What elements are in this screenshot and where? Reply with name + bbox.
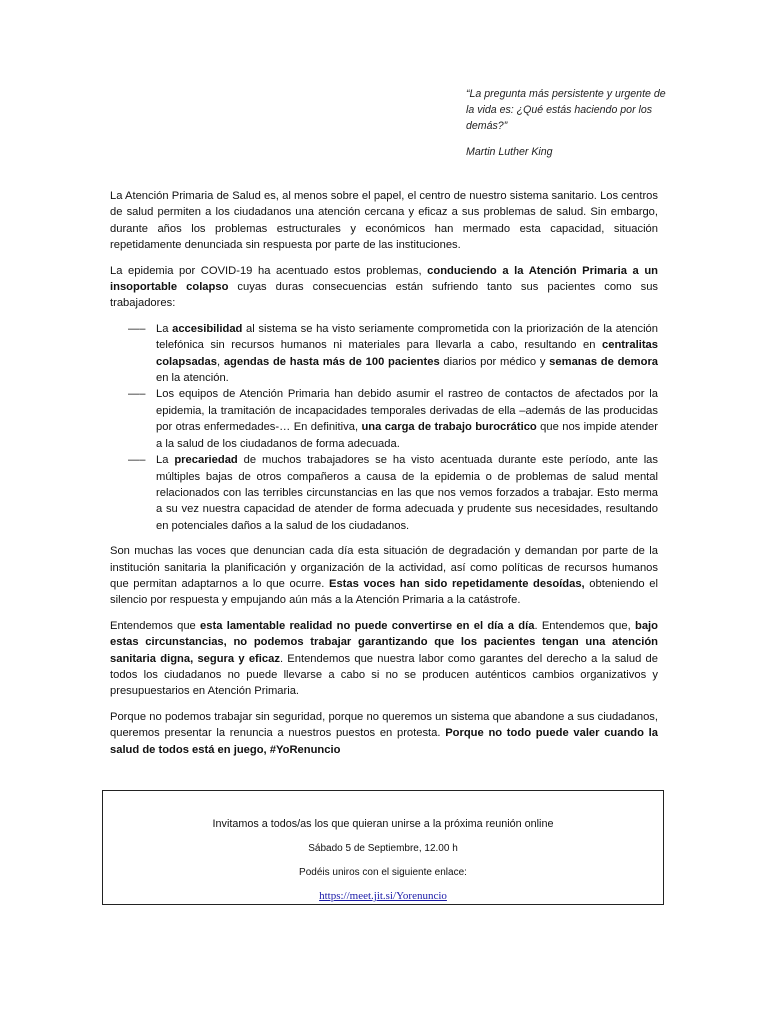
paragraph-voices [110, 543, 658, 609]
bold-run: una carga de trabajo burocrático [361, 421, 537, 434]
text-run: Entendemos que [110, 619, 201, 632]
paragraph-covid [110, 263, 658, 312]
paragraph-resignation [110, 709, 658, 758]
bold-run: esta lamentable realidad no puede convertirse en el día a día [200, 619, 535, 632]
bold-run: semanas de demora [549, 355, 659, 368]
list-item-bureaucracy [110, 386, 658, 452]
quote-author: Martin Luther King [466, 146, 553, 158]
epigraph-quote [466, 86, 676, 160]
link-intro: Podéis uniros con el siguiente enlace: [299, 867, 467, 878]
text-run: que nos impide atender a la salud de los ciudadanos de forma adecuada. [156, 421, 658, 450]
text-run: La epidemia por COVID-19 ha acentuado estos problemas, [110, 264, 428, 277]
bold-run: conduciendo a la Atención Primaria a un insoportable colapso [110, 264, 658, 294]
text-run: en la atención. [156, 372, 229, 385]
letter-body [110, 188, 658, 767]
quote-text: “La pregunta más persistente y urgente de la vida es: ¿Qué estás haciendo por los demás?” [466, 88, 666, 132]
meeting-date: Sábado 5 de Septiembre, 12.00 h [308, 843, 458, 854]
text-run: Son muchas las voces que denuncian cada día esta situación de degradación y demandan por parte de la institución sanitaria la planificación y organización de la actividad, así como políticas de recursos humanos que permitan adaptarnos a lo que ocurre. [110, 545, 658, 590]
list-item-accessibility [110, 321, 658, 387]
dash-bullet: —– [128, 454, 146, 467]
text-run: , [216, 355, 224, 368]
bold-run: centralitas colapsadas [156, 339, 658, 368]
list-item-precariousness [110, 452, 658, 534]
text-run: obteniendo el silencio por respuesta y empujando aún más a la Atención Primaria a la catástrofe. [110, 577, 658, 607]
paragraph-intro: La Atención Primaria de Salud es, al menos sobre el papel, el centro de nuestro sistema sanitario. Los centros de salud permiten a los ciudadanos una atención cercana y eficaz a sus problemas de salud. Sin embargo, durante años los problemas estructurales y económicos han mermado esta capacidad, situación repetidamente denunciada sin respuesta por parte de las instituciones. [110, 190, 658, 252]
bold-run: accesibilidad [172, 322, 243, 335]
text-run: Los equipos de Atención Primaria han debido asumir el rastreo de contactos de afectados por la epidemia, la tramitación de incapacidades temporales derivadas de ella –además de las producidas por otras enfermedades-… En definitiva, [156, 388, 658, 434]
problems-list [110, 321, 658, 534]
meeting-link[interactable]: https://meet.jit.si/Yorenuncio [319, 890, 447, 902]
paragraph-understanding [110, 618, 658, 700]
text-run: de muchos trabajadores se ha visto acentuada durante este período, ante las múltiples bajas de otros compañeros a causa de la epidemia o de problemas de salud mental relacionados con las terribles circunstancias en las que nos vemos forzados a trabajar. Esto merma a su vez nuestra capacidad de atender de forma adecuada y prudente sus necesidades, resultando en potenciales daños a la salud de los ciudadanos. [156, 454, 658, 532]
bold-run: agendas de hasta más de 100 pacientes [223, 355, 440, 368]
invitation-text: Invitamos a todos/as los que quieran unirse a la próxima reunión online [212, 818, 554, 830]
text-run: Porque no podemos trabajar sin seguridad, porque no queremos un sistema que abandone a sus ciudadanos, queremos presentar la renuncia a nuestros puestos en protesta. [110, 710, 658, 740]
text-run: cuyas duras consecuencias están sufriendo tanto sus pacientes como sus trabajadores: [110, 281, 659, 310]
invitation-box [102, 790, 664, 905]
text-run: La [156, 322, 173, 335]
dash-bullet: —– [128, 322, 146, 335]
text-run: . Entendemos que, [534, 619, 635, 632]
bold-run: Porque no todo puede valer cuando la salud de todos está en juego, #YoRenuncio [110, 727, 658, 756]
text-run: La [156, 454, 175, 467]
bold-run: Estas voces han sido repetidamente desoídas, [328, 577, 585, 590]
text-run: . Entendemos que nuestra labor como garantes del derecho a la salud de todos los ciudadanos no puede llevarse a cabo si no se producen auténticos cambios organizativos y presupuestarios en Atención Primaria. [110, 652, 658, 698]
text-run: diarios por médico y [439, 355, 550, 368]
bold-run: bajo estas circunstancias, no podemos trabajar garantizando que los pacientes tengan una atención sanitaria digna, segura y eficaz [110, 619, 658, 665]
bold-run: precariedad [174, 454, 238, 467]
dash-bullet: —– [128, 388, 146, 401]
text-run: al sistema se ha visto seriamente comprometida con la priorización de la atención telefónica sin recursos humanos ni materiales para llevarla a cabo, resultando en [156, 322, 659, 352]
